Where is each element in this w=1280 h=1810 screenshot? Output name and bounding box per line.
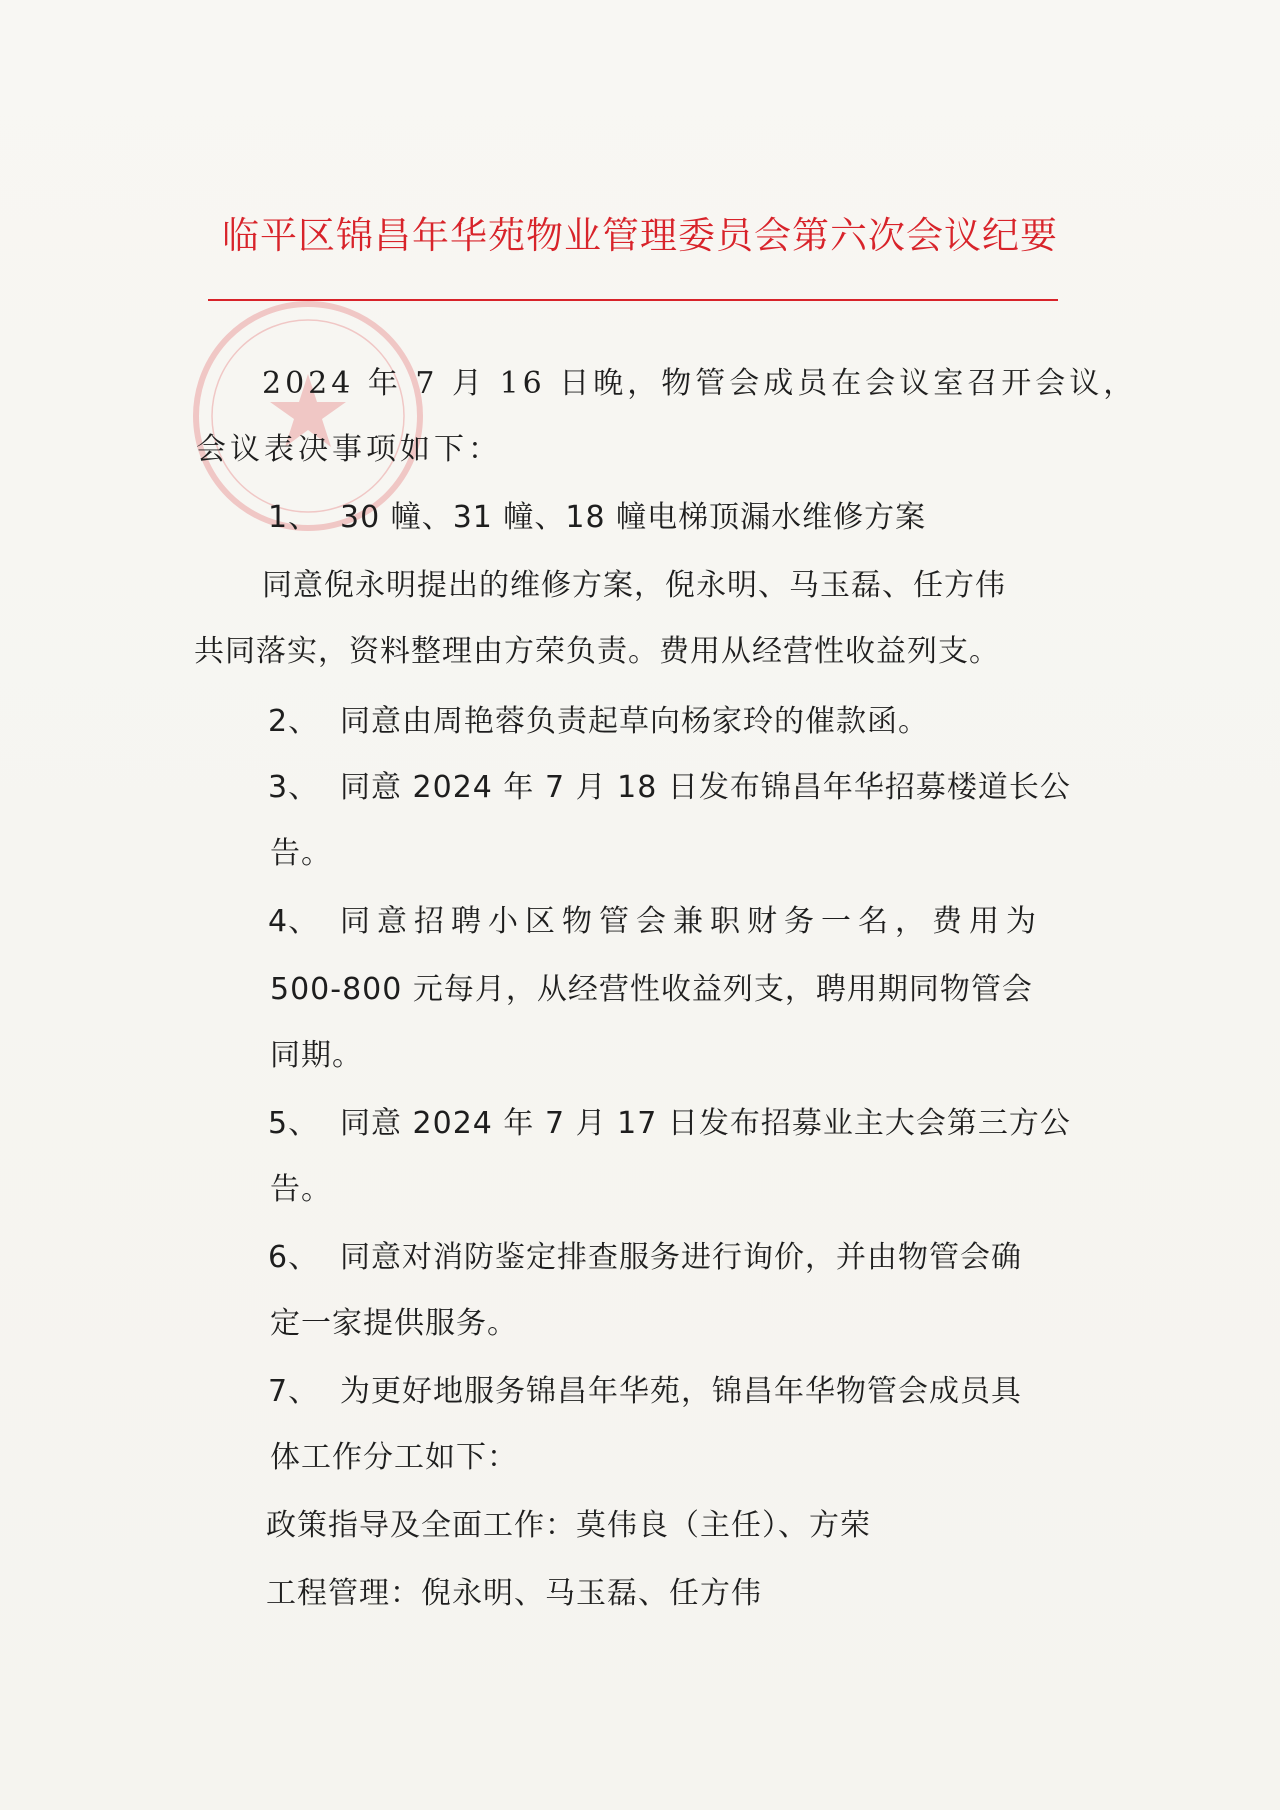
item-3-continued: 告。 xyxy=(270,836,332,871)
intro-line-2: 会议表决事项如下： xyxy=(196,432,502,467)
item-number: 3、 xyxy=(268,770,320,805)
item-7-continued: 体工作分工如下： xyxy=(270,1440,518,1475)
item-text: 同意 2024 年 7 月 18 日发布锦昌年华招募楼道长公 xyxy=(340,770,1071,805)
item-number: 1、 xyxy=(268,500,320,535)
item-number: 6、 xyxy=(268,1240,320,1275)
item-5-continued: 告。 xyxy=(270,1172,332,1207)
intro-line-1: 2024 年 7 月 16 日晚，物管会成员在会议室召开会议， xyxy=(262,366,1138,401)
item-text: 同意 2024 年 7 月 17 日发布招募业主大会第三方公 xyxy=(340,1106,1071,1141)
item-2 xyxy=(268,702,929,742)
item-number: 2、 xyxy=(268,704,320,739)
item-text: 同意由周艳蓉负责起草向杨家玲的催款函。 xyxy=(340,704,929,739)
item-1-detail-1: 同意倪永明提出的维修方案，倪永明、马玉磊、任方伟 xyxy=(262,568,1006,603)
title-divider xyxy=(208,299,1058,301)
item-text: 为更好地服务锦昌年华苑，锦昌年华物管会成员具 xyxy=(340,1374,1022,1409)
item-7 xyxy=(268,1372,1022,1412)
role-line-2: 工程管理：倪永明、马玉磊、任方伟 xyxy=(266,1576,762,1611)
item-5 xyxy=(268,1104,1071,1144)
item-4-continued-2: 同期。 xyxy=(270,1038,363,1073)
item-4 xyxy=(268,902,1043,942)
item-3 xyxy=(268,768,1071,808)
item-6-continued: 定一家提供服务。 xyxy=(270,1306,518,1341)
item-6 xyxy=(268,1238,1022,1278)
item-number: 5、 xyxy=(268,1106,320,1141)
page-title: 临平区锦昌年华苑物业管理委员会第六次会议纪要 xyxy=(222,214,1058,257)
item-4-continued-1: 500-800 元每月，从经营性收益列支，聘用期同物管会 xyxy=(270,972,1033,1007)
item-1-detail-2: 共同落实，资料整理由方荣负责。费用从经营性收益列支。 xyxy=(194,634,1000,669)
item-number: 7、 xyxy=(268,1374,320,1409)
item-text: 同意招聘小区物管会兼职财务一名，费用为 xyxy=(340,904,1043,939)
item-text: 同意对消防鉴定排查服务进行询价，并由物管会确 xyxy=(340,1240,1022,1275)
item-text: 30 幢、31 幢、18 幢电梯顶漏水维修方案 xyxy=(340,500,927,535)
item-number: 4、 xyxy=(268,904,320,939)
role-line-1: 政策指导及全面工作：莫伟良（主任）、方荣 xyxy=(266,1508,871,1543)
item-1 xyxy=(268,498,926,538)
